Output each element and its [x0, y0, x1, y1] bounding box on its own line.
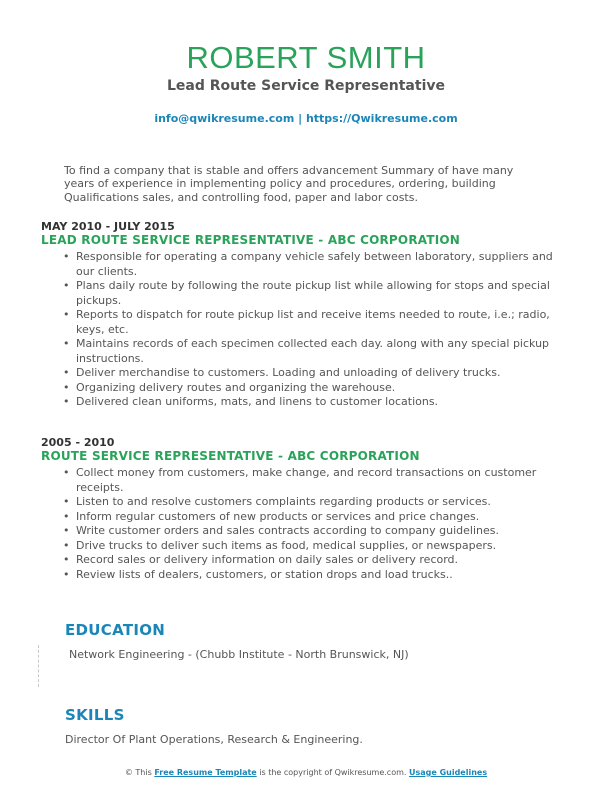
- job-entry: [41, 436, 561, 582]
- footer: [0, 768, 612, 777]
- job-position: LEAD ROUTE SERVICE REPRESENTATIVE - ABC CORPORATION: [41, 233, 461, 247]
- job-dates: 2005 - 2010: [41, 436, 115, 449]
- job-entry: [41, 220, 561, 410]
- contact-line[interactable]: info@qwikresume.com | https://Qwikresume.com: [154, 112, 458, 125]
- list-item: • Delivered clean uniforms, mats, and linens to customer locations.: [76, 395, 561, 410]
- job-title: Lead Route Service Representative: [166, 78, 445, 94]
- skills-heading: SKILLS: [65, 706, 125, 724]
- list-item: • Listen to and resolve customers complaints regarding products or services.: [76, 495, 561, 510]
- list-item: • Review lists of dealers, customers, or station drops and load trucks..: [76, 568, 561, 583]
- free-resume-template-link[interactable]: Free Resume Template: [154, 768, 257, 777]
- section-divider: [38, 645, 41, 687]
- list-item: • Plans daily route by following the route pickup list while allowing for stops and special pickups.: [76, 279, 561, 308]
- list-item: • Drive trucks to deliver such items as food, medical supplies, or newspapers.: [76, 539, 561, 554]
- list-item: • Inform regular customers of new products or services and price changes.: [76, 510, 561, 525]
- job-bullets: [41, 466, 561, 582]
- education-heading: EDUCATION: [65, 621, 166, 639]
- list-item: • Maintains records of each specimen collected each day. along with any special pickup instructions.: [76, 337, 561, 366]
- footer-prefix: © This: [124, 768, 152, 777]
- candidate-name: ROBERT SMITH: [186, 40, 426, 75]
- job-bullets: [41, 250, 561, 410]
- skills-text: Director Of Plant Operations, Research & Engineering.: [65, 733, 363, 746]
- job-position: ROUTE SERVICE REPRESENTATIVE - ABC CORPORATION: [41, 449, 420, 463]
- list-item: • Reports to dispatch for route pickup list and receive items needed to route, i.e.; radio, keys, etc.: [76, 308, 561, 337]
- list-item: • Deliver merchandise to customers. Loading and unloading of delivery trucks.: [76, 366, 561, 381]
- list-item: • Responsible for operating a company vehicle safely between laboratory, suppliers and our clients.: [76, 250, 561, 279]
- list-item: • Write customer orders and sales contracts according to company guidelines.: [76, 524, 561, 539]
- list-item: • Collect money from customers, make change, and record transactions on customer receipts.: [76, 466, 561, 495]
- list-item: • Record sales or delivery information on daily sales or delivery record.: [76, 553, 561, 568]
- summary-text: To find a company that is stable and offers advancement Summary of have many years of experience in implementing policy and procedures, ordering, building Qualifications sales, and controlling food, paper and labor costs.: [64, 164, 514, 204]
- list-item: • Organizing delivery routes and organizing the warehouse.: [76, 381, 561, 396]
- education-text: Network Engineering - (Chubb Institute - North Brunswick, NJ): [69, 648, 409, 661]
- job-dates: MAY 2010 - JULY 2015: [41, 220, 175, 233]
- usage-guidelines-link[interactable]: Usage Guidelines: [408, 768, 488, 777]
- footer-middle: is the copyright of Qwikresume.com.: [259, 768, 407, 777]
